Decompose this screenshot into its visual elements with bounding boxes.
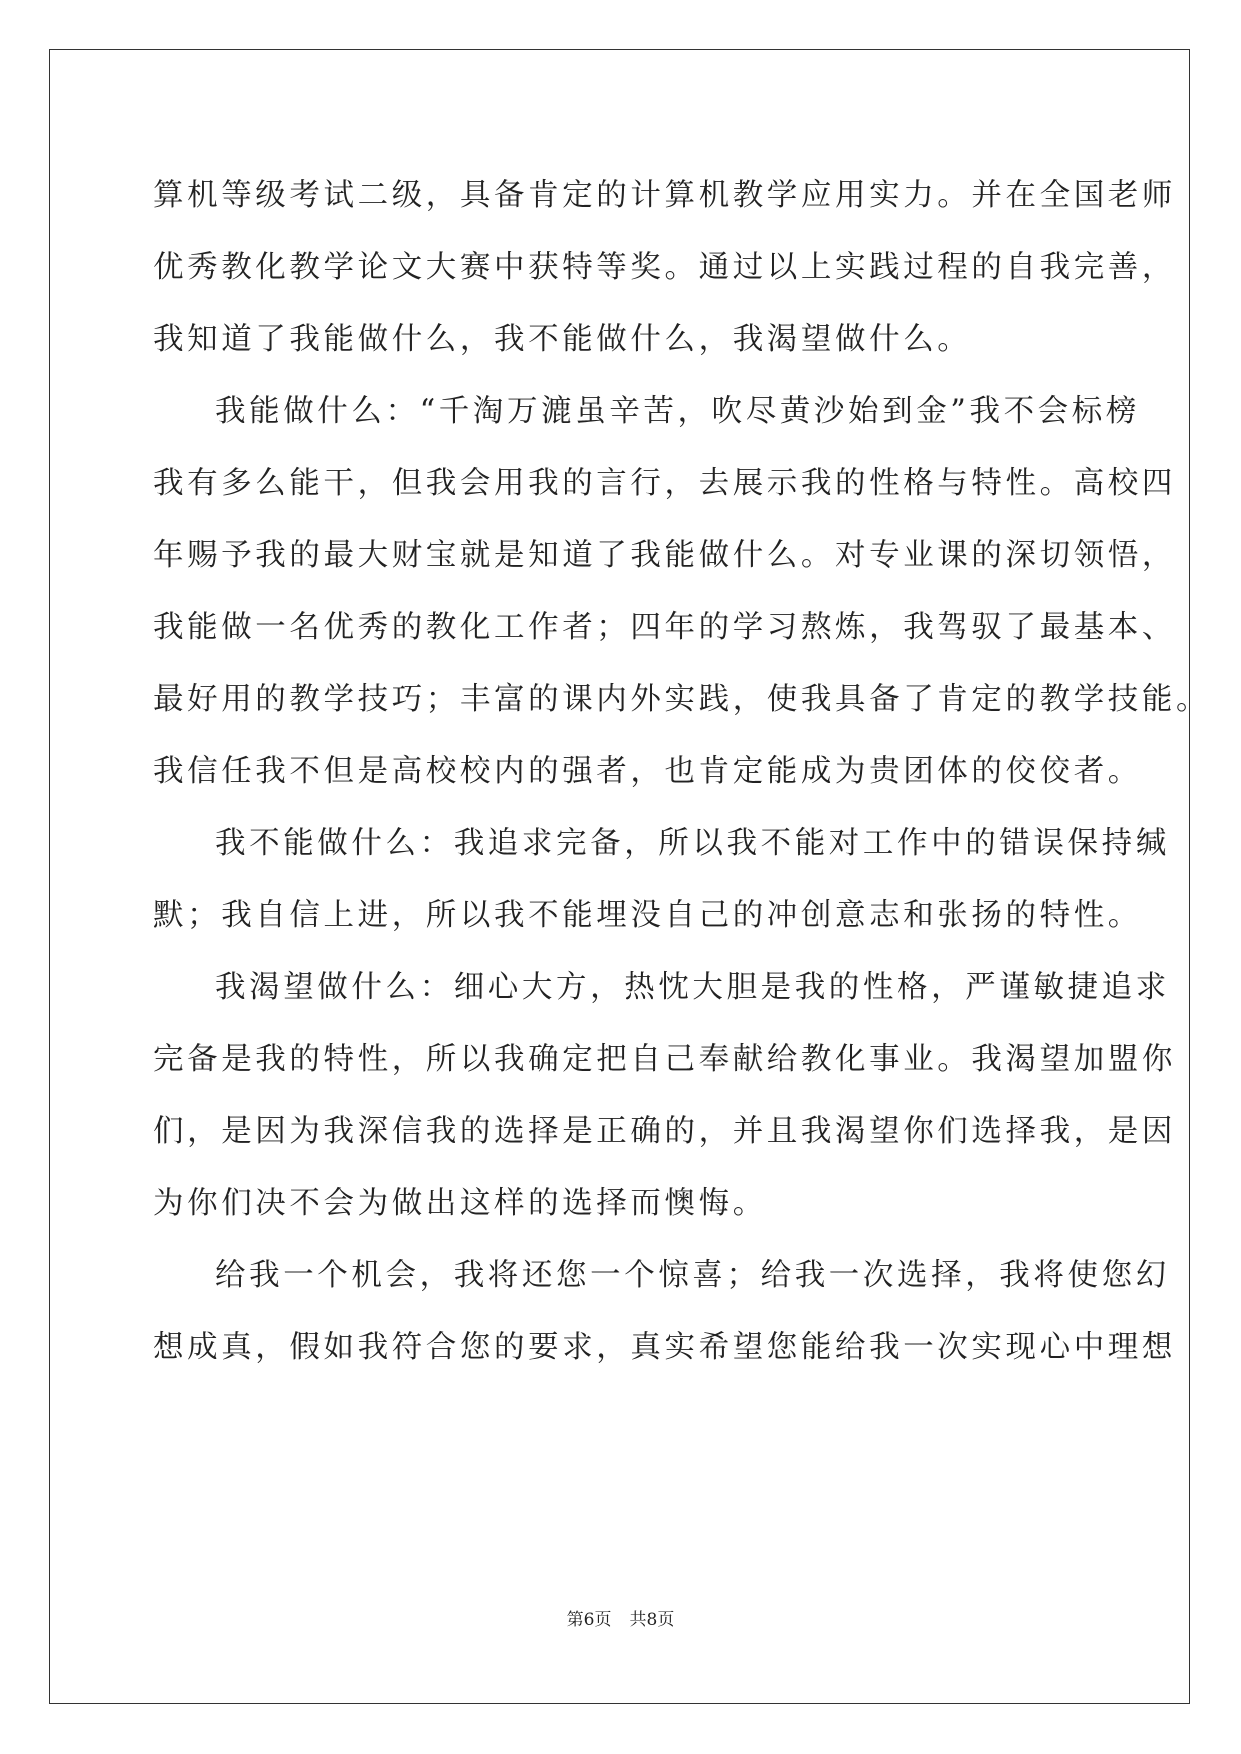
text-line: 们，是因为我深信我的选择是正确的，并且我渴望你们选择我，是因 <box>153 1114 1176 1149</box>
text-line: 默；我自信上进，所以我不能埋没自己的冲创意志和张扬的特性。 <box>153 898 1142 933</box>
text-line: 我有多么能干，但我会用我的言行，去展示我的性格与特性。高校四 <box>153 466 1176 501</box>
text-line: 最好用的教学技巧；丰富的课内外实践，使我具备了肯定的教学技能。 <box>153 682 1211 717</box>
paragraph-start-line: 我渴望做什么：细心大方，热忱大胆是我的性格，严谨敏捷追求 <box>215 970 1170 1005</box>
text-line: 优秀教化教学论文大赛中获特等奖。通过以上实践过程的自我完善， <box>153 250 1176 285</box>
text-line: 我知道了我能做什么，我不能做什么，我渴望做什么。 <box>153 322 972 357</box>
paragraph-start-line: 给我一个机会，我将还您一个惊喜；给我一次选择，我将使您幻 <box>215 1258 1170 1293</box>
page-number: 第6页 <box>566 1610 612 1630</box>
document-body <box>153 160 1211 1384</box>
text-line: 为你们决不会为做出这样的选择而懊悔。 <box>153 1186 767 1221</box>
paragraph-start-line: 我能做什么：“千淘万漉虽辛苦，吹尽黄沙始到金”我不会标榜 <box>215 394 1140 429</box>
text-line: 算机等级考试二级，具备肯定的计算机教学应用实力。并在全国老师 <box>153 178 1176 213</box>
text-line: 完备是我的特性，所以我确定把自己奉献给教化事业。我渴望加盟你 <box>153 1042 1176 1077</box>
text-line: 我能做一名优秀的教化工作者；四年的学习熬炼，我驾驭了最基本、 <box>153 610 1176 645</box>
text-line: 我信任我不但是高校校内的强者，也肯定能成为贵团体的佼佼者。 <box>153 754 1142 789</box>
paragraph-start-line: 我不能做什么：我追求完备，所以我不能对工作中的错误保持缄 <box>215 826 1170 861</box>
text-line: 想成真，假如我符合您的要求，真实希望您能给我一次实现心中理想 <box>153 1330 1176 1365</box>
page-footer <box>0 1605 1241 1630</box>
text-line: 年赐予我的最大财宝就是知道了我能做什么。对专业课的深切领悟， <box>153 538 1176 573</box>
total-pages: 共8页 <box>629 1610 675 1630</box>
